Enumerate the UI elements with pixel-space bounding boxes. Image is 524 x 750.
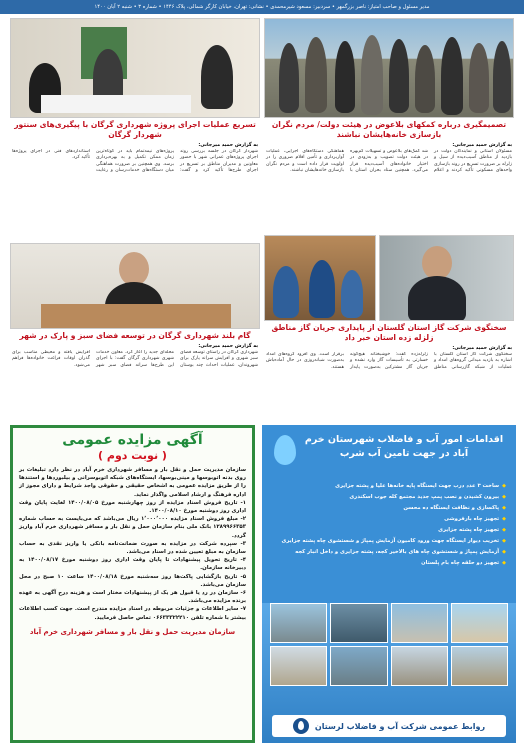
- auction-paragraph: ۵- تاریخ بازگشایی پاکت‌ها روز سه‌شنبه مورخ ۱۴۰۰/۰۸/۱۸ ساعت ۱۰ صبح در محل سازمان می‌باشد.: [19, 573, 246, 588]
- water-company-logo-icon: [293, 718, 309, 734]
- water-action-item: ◆ تجهیز چاه پشته جزایری: [272, 525, 506, 536]
- crowd-photo: [264, 18, 514, 118]
- auction-paragraph: ۲- مبلغ فروش اسناد مزایده ۱٬۰۰۰٬۰۰۰ ریال می‌باشد که می‌بایست به حساب شماره ۱۲۸۹۹۶۶۳۵۳ بانک ملی بنام سازمان حمل و نقل بار و مسافر شهرداری خرم آباد واریز گردد.: [19, 516, 246, 539]
- auction-notice: [10, 425, 255, 743]
- water-action-item: ◆ تجهیز چاه بارفروشی: [272, 514, 506, 525]
- project-photo: [330, 603, 387, 643]
- right-news-column: [264, 18, 514, 413]
- meeting-photo: [10, 18, 260, 118]
- story-headline: تسریع عملیات اجرای پروژه شهرداری گرگان با پیگیری‌های سنتور شهردار گرگان: [14, 120, 256, 139]
- water-action-item: ◆ آزمایش پمپاژ و شستشوی چاه های بالاخیر کجه، پشته جزایری و داخل انبار کجه: [272, 547, 506, 558]
- project-photo: [451, 646, 508, 686]
- masthead: مدیر مسئول و صاحب امتیاز: ناصر بزرگمهر • سردبیر: مسعود شیرمحمدی • نشانی: تهران، خیابان کارگر شمالی، پلاک ۱۴۴۶ • شماره ۳ • شنبه ۲ آبان ۱۴۰۰: [0, 0, 524, 14]
- left-news-column: [10, 18, 260, 413]
- story-body: شهردار گرگان در جلسه بررسی روند اجرای پروژه‌های عمرانی شهر با حضور معاونین و مدیران مناطق بر تسریع در اجرای طرح‌ها تأکید کرد و گفت: پروژه‌های نیمه‌تمام باید در کوتاه‌ترین زمان ممکن تکمیل و به بهره‌برداری برسد. وی همچنین بر ضرورت هماهنگی میان دستگاه‌های خدمات‌رسان و رعایت استانداردهای فنی در اجرای پروژه‌ها تأکید کرد.: [12, 149, 258, 174]
- water-action-item: ◆ ساخت ۳ عدد درب جهت ایستگاه پایه خانه‌ها علیا و پشته جزایری: [272, 481, 506, 492]
- project-photos: [270, 603, 508, 686]
- water-authority-ad: [262, 425, 516, 743]
- project-photo: [270, 646, 327, 686]
- water-ad-footer-text: روابط عمومی شرکت آب و فاضلاب لرستان: [314, 721, 486, 731]
- auction-footer: سازمان مدیریت حمل و نقل بار و مسافر شهرداری خرم آباد: [29, 627, 236, 636]
- auction-title: آگهی مزایده عمومی: [62, 432, 203, 448]
- water-ad-footer: [272, 715, 506, 737]
- water-action-item: ◆ تخریب دیوار ایستگاه جهت ورود کامیون آزمایش پمپاژ و شستشوی چاه پشته جزایری: [272, 536, 506, 547]
- auction-paragraph: ۳- سپرده شرکت در مزایده به صورت ضمانت‌نامه بانکی یا واریز نقدی به حساب سازمان به مبلغ تعیین شده در اسناد می‌باشد.: [19, 540, 246, 556]
- story-headline: سخنگوی شرکت گاز استان گلستان از پایداری جریان گاز مناطق زلزله زده استان خبر داد: [271, 323, 507, 342]
- water-action-item: ◆ تجهیز دو حلقه چاه بام پلستان: [272, 558, 506, 569]
- story-byline: به گزارش حمید میرجانی:: [198, 143, 258, 148]
- story-byline: به گزارش حمید میرجانی:: [198, 344, 258, 349]
- water-drop-icon: [274, 435, 296, 465]
- water-action-item: ◆ بیرون کشیدن و نصب پمپ جدید مجتمع کله جوب اسکندری: [272, 492, 506, 503]
- story-byline: به گزارش حمید میرجانی:: [452, 346, 512, 351]
- project-photo: [270, 603, 327, 643]
- auction-paragraph: ۱- تاریخ فروش اسناد مزایده از روز چهارشنبه مورخ ۱۴۰۰/۰۸/۰۵ لغایت پایان وقت اداری روز دوشنبه مورخ ۱۴۰۰/۰۸/۱۰.: [19, 499, 246, 515]
- story-headline: تصمیمگیری درباره کمکهای بلاعوض در هیئت دولت/ مردم نگران بازسازی خانه‌هایشان نباشند: [271, 120, 507, 139]
- official-portrait-photo: [379, 235, 514, 321]
- water-action-item: ◆ پاکسازی و نظافت ایستگاه ده محسن: [272, 503, 506, 514]
- water-actions-list: [272, 481, 506, 569]
- story-body: سخنگوی شرکت گاز استان گلستان با اشاره به بازدید میدانی گروه‌های امداد و عملیات از شبکه گازرسانی مناطق زلزله‌زده گفت: خوشبختانه هیچ‌گونه خسارتی به تأسیسات گاز وارد نشده و جریان گاز مشترکین به‌صورت پایدار برقرار است. وی افزود گروه‌های امداد به‌صورت شبانه‌روزی در حال آماده‌باش هستند.: [266, 352, 512, 370]
- auction-paragraph: ۷- سایر اطلاعات و جزئیات مربوطه در اسناد مزایده مندرج است. جهت کسب اطلاعات بیشتر با شماره تلفن ۰۶۶۳۳۳۲۲۲۱۰ تماس حاصل فرمایید.: [19, 606, 246, 621]
- project-photo: [391, 603, 448, 643]
- auction-paragraph: سازمان مدیریت حمل و نقل بار و مسافر شهرداری خرم آباد در نظر دارد تبلیغات بر روی بدنه اتوبوسها و مینی‌بوسها، ایستگاه‌های شبکه اتوبوسرانی و بیلبوردها و استندها را از طریق مزایده عمومی به اشخاص حقیقی و حقوقی واجد شرایط و دارای مجوز از اداره فرهنگ و ارشاد اسلامی واگذار نماید.: [19, 467, 246, 498]
- mayor-desk-photo: [10, 243, 260, 329]
- story-body: مسئولان استانی و نمایندگان دولت در بازدید از مناطق آسیب‌دیده از سیل و زلزله بر ضرورت تسریع در روند بازسازی واحدهای مسکونی تأکید کردند و اعلام شد کمک‌های بلاعوض و تسهیلات کم‌بهره در هیئت دولت تصویب و به‌زودی در اختیار خانواده‌های آسیب‌دیده قرار می‌گیرد. همچنین ستاد بحران استان با هماهنگی دستگاه‌های اجرایی، عملیات آواربرداری و تأمین اقلام ضروری را در اولویت قرار داده است و مردم نگران بازسازی خانه‌هایشان نباشند.: [266, 149, 512, 174]
- story-byline: به گزارش حمید میرجانی:: [452, 143, 512, 148]
- project-photo: [391, 646, 448, 686]
- story-body: شهرداری گرگان در راستای توسعه فضای سبز شهری و افزایش سرانه پارک برای شهروندان، عملیات احداث چند بوستان محله‌ای جدید را آغاز کرد. معاون خدمات شهری شهرداری گرگان گفت: با اجرای این طرح‌ها سرانه فضای سبز شهر افزایش یافته و محیطی مناسب برای گذران اوقات فراغت خانواده‌ها فراهم می‌شود.: [12, 350, 258, 368]
- story-headline: گام بلند شهرداری گرگان در توسعه فضای سبز و پارک در شهر: [19, 331, 251, 340]
- auction-paragraph: ۴- تاریخ تحویل پیشنهادات تا پایان وقت اداری روز دوشنبه مورخ ۱۴۰۰/۰۸/۱۷ به دبیرخانه سازمان.: [19, 557, 247, 572]
- auction-subtitle: ( نوبت دوم ): [98, 449, 167, 462]
- water-ad-title: اقدامات امور آب و فاضلاب شهرستان خرم آباد در جهت تامین آب شرب: [304, 434, 504, 459]
- gas-workers-photo: [264, 235, 376, 321]
- project-photo: [330, 646, 387, 686]
- auction-paragraph: ۶- سازمان در رد یا قبول هر یک از پیشنهادات مختار است و هزینه درج آگهی به عهده برنده مزایده می‌باشد.: [19, 590, 246, 605]
- project-photo: [451, 603, 508, 643]
